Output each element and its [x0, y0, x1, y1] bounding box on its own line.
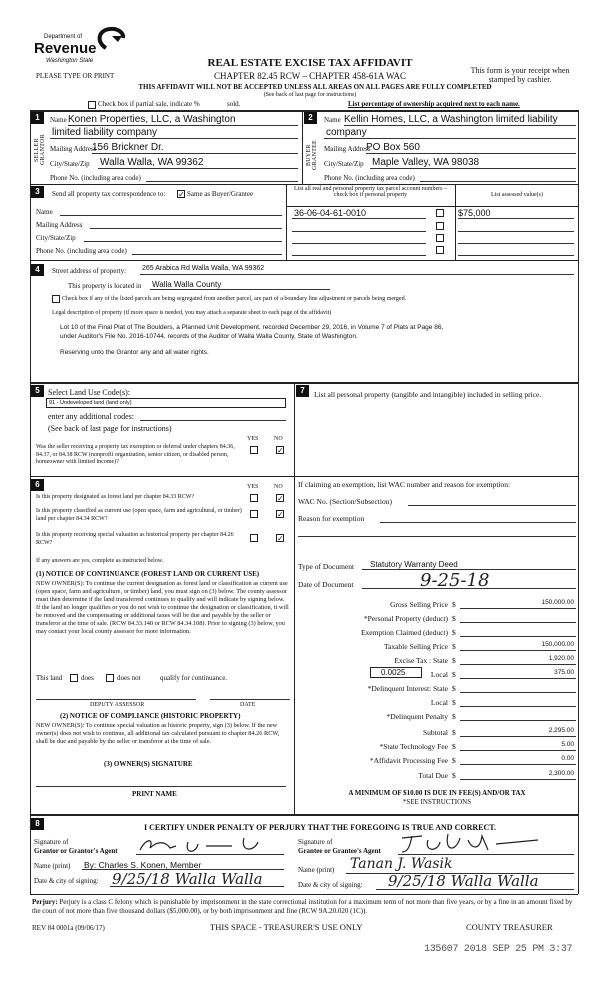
excise-state-label: Excise Tax : State	[394, 656, 448, 665]
minimum-note: A MINIMUM OF $10.00 IS DUE IN FEE(S) AND/OR TAX	[348, 789, 526, 797]
grantor-signature	[136, 834, 276, 856]
personal-property-checkbox-2[interactable]	[436, 222, 444, 230]
see-back: (See back of last page for instructions)	[263, 92, 357, 98]
qualify-label: qualify for continuance.	[160, 674, 228, 682]
subtotal-currency: $	[452, 728, 456, 737]
affidavit-fee-value[interactable]: 0.00	[561, 755, 574, 762]
land-use-code: 91 - Undeveloped land (land only)	[49, 400, 132, 406]
buyer-city[interactable]: Maple Valley, WA 98038	[372, 157, 480, 168]
personal-prop-label: *Personal Property (deduct)	[363, 614, 448, 623]
local-label: Local	[430, 670, 448, 679]
located-county[interactable]: Walla Walla County	[152, 280, 222, 289]
exemption-claimed-label: Exemption Claimed (deduct)	[360, 628, 448, 637]
grantee-sig-label1: Signature of	[298, 838, 333, 846]
print-name-label: PRINT NAME	[132, 790, 177, 798]
doc-date-label: Date of Document	[298, 580, 354, 589]
perjury-label: Perjury:	[32, 898, 58, 906]
seller-mailing[interactable]: 156 Brickner Dr.	[92, 142, 164, 153]
legal-line-1[interactable]: Lot 10 of the Final Plat of The Boulders, a Planned Unit Development, recorded December 29, 2016, in Volume 7 of Plats at Page 86,	[60, 324, 444, 331]
owner-signature-label: (3) OWNER(S) SIGNATURE	[104, 760, 193, 768]
perjury-text: Perjury is a class C felony which is punishable by imprisonment in the state correctional institution for a maximum term of not more than five years, or by a fine in an amount fixed by the court of not more than five thousand dollars ($5,000.00), or by both imprisonment and fine (RCW 9A.20.020 (1C)).	[32, 898, 573, 915]
grantor-date-label: Date & city of signing:	[34, 877, 99, 885]
assessor-date-label: DATE	[240, 702, 256, 708]
personal-property-checkbox-4[interactable]	[436, 246, 444, 254]
percentage-note: List percentage of ownership acquired next to each name.	[348, 100, 520, 108]
s6-no-header: NO	[274, 484, 283, 490]
grantee-name-print-label: Name (print)	[298, 866, 335, 874]
tech-fee-currency: $	[452, 742, 456, 751]
seller-mailing-label: Mailing Address	[50, 145, 97, 153]
receipt-stamp: 135607 2018 SEP 25 PM 3:37	[424, 944, 573, 955]
notice1-body: NEW OWNER(S): To continue the current designation as forest land or classification as current use (open space, farm and agriculture, or timber) land, you must sign on (3) below. The county assessor must then determine if the land transferred continues to qualify and will indicate by signing below. If the land no longer qualifies or you do not wish to continue the designation or classification, it will be removed and the compensating or additional taxes will be due and payable by the seller or transferor at the time of sale. (RCW 84.33.140 or RCW 84.34.108). Prior to signing (3) below, you may contact your local county assessor for more information.	[36, 580, 289, 635]
grantor-sig-label2: Grantor or Grantor's Agent	[34, 847, 118, 855]
legal-line-2[interactable]: under Auditor's File No. 2016-10744, records of the Auditor of Walla Walla County, State of Washington.	[60, 333, 358, 340]
section-4-number: 4	[31, 264, 44, 276]
parcel-number[interactable]: 36-06-04-61-0010	[294, 208, 367, 218]
seller-name-line2[interactable]: limited liability company	[52, 127, 158, 138]
grantor-sig-label1: Signature of	[34, 838, 69, 846]
current-use-question: Is this property classified as current use (open space, farm and agricultural, or timber) land per chapter 84.34 RCW?	[36, 508, 242, 522]
seller-city[interactable]: Walla Walla, WA 99362	[100, 157, 204, 168]
s3-city-label: City/State/Zip	[36, 234, 76, 242]
delinquent-local-label: Local	[430, 698, 448, 707]
grantor-name-print-label: Name (print)	[34, 862, 71, 870]
personal-property-checkbox-3[interactable]	[436, 234, 444, 242]
current-use-yes-checkbox[interactable]	[250, 510, 258, 518]
buyer-side-label: BUYER GRANTEE	[306, 139, 318, 171]
subtotal-value[interactable]: 2,295.00	[548, 727, 574, 734]
seller-name-label: Name	[50, 116, 67, 124]
segregated-checkbox[interactable]	[52, 295, 60, 303]
s6-yes-header: YES	[247, 484, 259, 490]
doc-type[interactable]: Statutory Warranty Deed	[370, 560, 458, 569]
s5-yes-header: YES	[247, 436, 259, 442]
local-currency: $	[452, 670, 456, 679]
legal-label: Legal description of property (if more space is needed, you may attach a separate sheet to each page of the affidavit)	[52, 310, 332, 316]
grantee-name[interactable]: Tanan J. Wasik	[350, 856, 453, 872]
taxable-value[interactable]: 150,000.00	[541, 641, 574, 648]
s5-see-back: (See back of last page for instructions)	[48, 424, 172, 433]
send-label: Send all property tax correspondence to:	[52, 190, 166, 198]
s3-name-label: Name	[36, 208, 53, 216]
doc-type-label: Type of Document	[298, 562, 355, 571]
historic-yes-checkbox[interactable]	[250, 534, 258, 542]
delinquent-local-currency: $	[452, 698, 456, 707]
tech-fee-label: *State Technology Fee	[379, 742, 448, 751]
excise-state-value[interactable]: 1,920.00	[548, 655, 574, 662]
gross-value[interactable]: 150,000.00	[541, 599, 574, 606]
form-title: REAL ESTATE EXCISE TAX AFFIDAVIT	[207, 57, 413, 69]
does-not-label: does not	[117, 674, 141, 682]
total-label: Total Due	[418, 771, 448, 780]
notice2-body: NEW OWNER(S): To continue special valuation as historic property, sign (3) below. If the new owner(s) does not wish to continue, all additional tax calculated pursuant to chapter 84.26 RCW, shall be due and payable by the seller or transferor at the time of sale.	[36, 722, 280, 745]
local-rate-box[interactable]	[370, 667, 422, 678]
buyer-phone-label: Phone No. (including area code)	[324, 174, 415, 182]
forest-question: Is this property designated as forest land per chapter 84.33 RCW?	[36, 494, 195, 500]
assessed-value[interactable]: $75,000	[458, 208, 491, 218]
buyer-name-line2[interactable]: company	[326, 127, 367, 138]
seller-phone-label: Phone No. (including area code)	[50, 174, 141, 182]
historic-question: Is this property receiving special valuation as historical property per chapter 84.26 RCW?	[36, 532, 234, 546]
section-8-number: 8	[31, 818, 44, 830]
local-value[interactable]: 375.00	[554, 669, 574, 676]
does-label: does	[81, 674, 94, 682]
certify-statement: I CERTIFY UNDER PENALTY OF PERJURY THAT THE FOREGOING IS TRUE AND CORRECT.	[143, 823, 496, 832]
notice1-title: (1) NOTICE OF CONTINUANCE (FOREST LAND OR CURRENT USE)	[36, 570, 260, 578]
does-checkbox[interactable]	[70, 674, 78, 682]
see-instructions-note: *SEE INSTRUCTIONS	[402, 798, 472, 806]
grantee-date-label: Date & city of signing:	[298, 881, 363, 889]
grantor-date[interactable]: 9/25/18 Walla Walla	[112, 870, 263, 888]
s5-no-header: NO	[274, 436, 283, 442]
buyer-mailing[interactable]: PO Box 560	[366, 142, 420, 153]
exemption-question: Was the seller receiving a property tax exemption or deferral under chapters 84.36, 84.37, or 84.38 RCW (nonprofit organization, senior citizen, or disabled person, homeowner with limited income)?	[36, 444, 235, 465]
section-7-number: 7	[296, 385, 309, 397]
claim-label: If claiming an exemption, list WAC number and reason for exemption:	[298, 480, 511, 489]
grantee-sig-label2: Grantee or Grantee's Agent	[298, 847, 381, 855]
legal-line-3[interactable]: Reserving unto the Grantor any and all water rights.	[60, 349, 209, 356]
section-2-number: 2	[304, 112, 317, 124]
dept-line3: Washington State	[46, 58, 94, 64]
buyer-city-label: City/State/Zip	[324, 160, 364, 168]
deputy-assessor-label: DEPUTY ASSESSOR	[90, 702, 145, 708]
s3-phone-label: Phone No. (including area code)	[36, 247, 127, 255]
tech-fee-value[interactable]: 5.00	[561, 741, 574, 748]
street-address[interactable]: 265 Arabica Rd Walla Walla, WA 99362	[142, 265, 265, 272]
taxable-currency: $	[452, 642, 456, 651]
assessed-header: List assessed value(s)	[491, 192, 543, 198]
dor-logo	[30, 26, 130, 68]
gross-label: Gross Selling Price	[390, 600, 448, 609]
current-use-no-checkbox[interactable]: ✓	[277, 510, 284, 519]
partial-sale-checkbox[interactable]	[88, 101, 96, 109]
same-as-buyer-checkbox[interactable]: ✓	[178, 190, 185, 199]
forest-yes-checkbox[interactable]	[250, 494, 258, 502]
form-revision: REV 84 0001a (09/06/17)	[32, 924, 105, 932]
dor-logo-mark-icon	[92, 26, 128, 54]
dept-line1: Department of	[44, 34, 83, 40]
taxable-label: Taxable Selling Price	[383, 642, 448, 651]
personal-property-checkbox-1[interactable]	[436, 209, 444, 217]
form-warning: THIS AFFIDAVIT WILL NOT BE ACCEPTED UNLESS ALL AREAS ON ALL PAGES ARE FULLY COMPLETED	[138, 83, 492, 91]
excise-state-currency: $	[452, 656, 456, 665]
receipt-note: This form is your receipt when stamped by cashier.	[470, 66, 570, 84]
sold-label: sold.	[227, 100, 241, 108]
perjury-notice	[32, 898, 580, 916]
personal-property-label: List all personal property (tangible and intangible) included in selling price.	[314, 390, 542, 399]
partial-sale-label: Check box if partial sale, indicate %	[98, 100, 200, 108]
please-type: PLEASE TYPE OR PRINT	[36, 72, 115, 80]
if-yes-note: If any answers are yes, complete as instructed below.	[36, 558, 164, 564]
seller-city-label: City/State/Zip	[50, 160, 90, 168]
s3-mailing-label: Mailing Address	[36, 221, 83, 229]
land-use-label: Select Land Use Code(s):	[48, 388, 130, 397]
affidavit-fee-currency: $	[452, 756, 456, 765]
street-label: Street address of property:	[52, 267, 127, 275]
local-rate: 0.0025	[381, 668, 406, 677]
buyer-name-label: Name	[324, 116, 341, 124]
affidavit-fee-label: *Affidavit Processing Fee	[369, 756, 448, 765]
segregated-label: Check box if any of the listed parcels are being segregated from another parcel, are part of a boundary line adjustment or parcels being merged.	[62, 296, 407, 302]
wac-label: WAC No. (Section/Subsection)	[298, 497, 392, 506]
forest-no-checkbox[interactable]: ✓	[277, 494, 284, 503]
section-1-number: 1	[31, 112, 44, 124]
section-5-number: 5	[31, 385, 44, 397]
delinquent-penalty-currency: $	[452, 712, 456, 721]
gross-currency: $	[452, 600, 456, 609]
located-label: This property is located in	[68, 282, 142, 290]
buyer-mailing-label: Mailing Address	[324, 145, 371, 153]
dept-line2: Revenue	[34, 40, 97, 57]
seller-side-label: SELLER GRANTOR	[34, 134, 46, 166]
total-currency: $	[452, 771, 456, 780]
delinquent-penalty-label: *Delinquent Penalty	[386, 712, 448, 721]
form-subtitle: CHAPTER 82.45 RCW – CHAPTER 458-61A WAC	[214, 71, 406, 81]
notice2-title: (2) NOTICE OF COMPLIANCE (HISTORIC PROPERTY)	[60, 712, 241, 720]
parcel-header: List all real and personal property tax parcel account numbers – check box if personal property	[294, 186, 447, 198]
county-treasurer-label: COUNTY TREASURER	[466, 922, 553, 932]
subtotal-label: Subtotal	[422, 728, 448, 737]
land-use-select[interactable]	[46, 398, 286, 408]
grantor-name[interactable]: By: Charles S. Konen, Member	[84, 860, 202, 870]
doc-date[interactable]: 9-25-18	[420, 570, 490, 591]
section-6-number: 6	[31, 479, 44, 491]
buyer-name-line1[interactable]: Kellin Homes, LLC, a Washington limited liability	[344, 114, 558, 125]
treasurer-space-label: THIS SPACE - TREASURER'S USE ONLY	[210, 922, 363, 932]
historic-no-checkbox[interactable]: ✓	[277, 534, 284, 543]
additional-codes-label: enter any additional codes:	[48, 412, 134, 421]
delinquent-interest-label: *Delinquent Interest: State	[367, 684, 448, 693]
total-value[interactable]: 2,300.00	[548, 770, 574, 777]
s5-yes-checkbox[interactable]	[250, 446, 258, 454]
delinquent-interest-currency: $	[452, 684, 456, 693]
grantee-date[interactable]: 9/25/18 Walla Walla	[388, 872, 539, 890]
does-not-checkbox[interactable]	[106, 674, 114, 682]
seller-name-line1[interactable]: Konen Properties, LLC, a Washington	[68, 114, 236, 125]
s5-no-checkbox[interactable]: ✓	[277, 446, 284, 455]
grantee-signature	[398, 830, 548, 856]
this-land-label: This land	[36, 674, 63, 682]
exemption-currency: $	[452, 628, 456, 637]
reason-label: Reason for exemption	[298, 514, 365, 523]
section-3-number: 3	[31, 186, 44, 198]
same-as-buyer-label: Same as Buyer/Grantee	[187, 190, 254, 198]
personal-prop-currency: $	[452, 614, 456, 623]
